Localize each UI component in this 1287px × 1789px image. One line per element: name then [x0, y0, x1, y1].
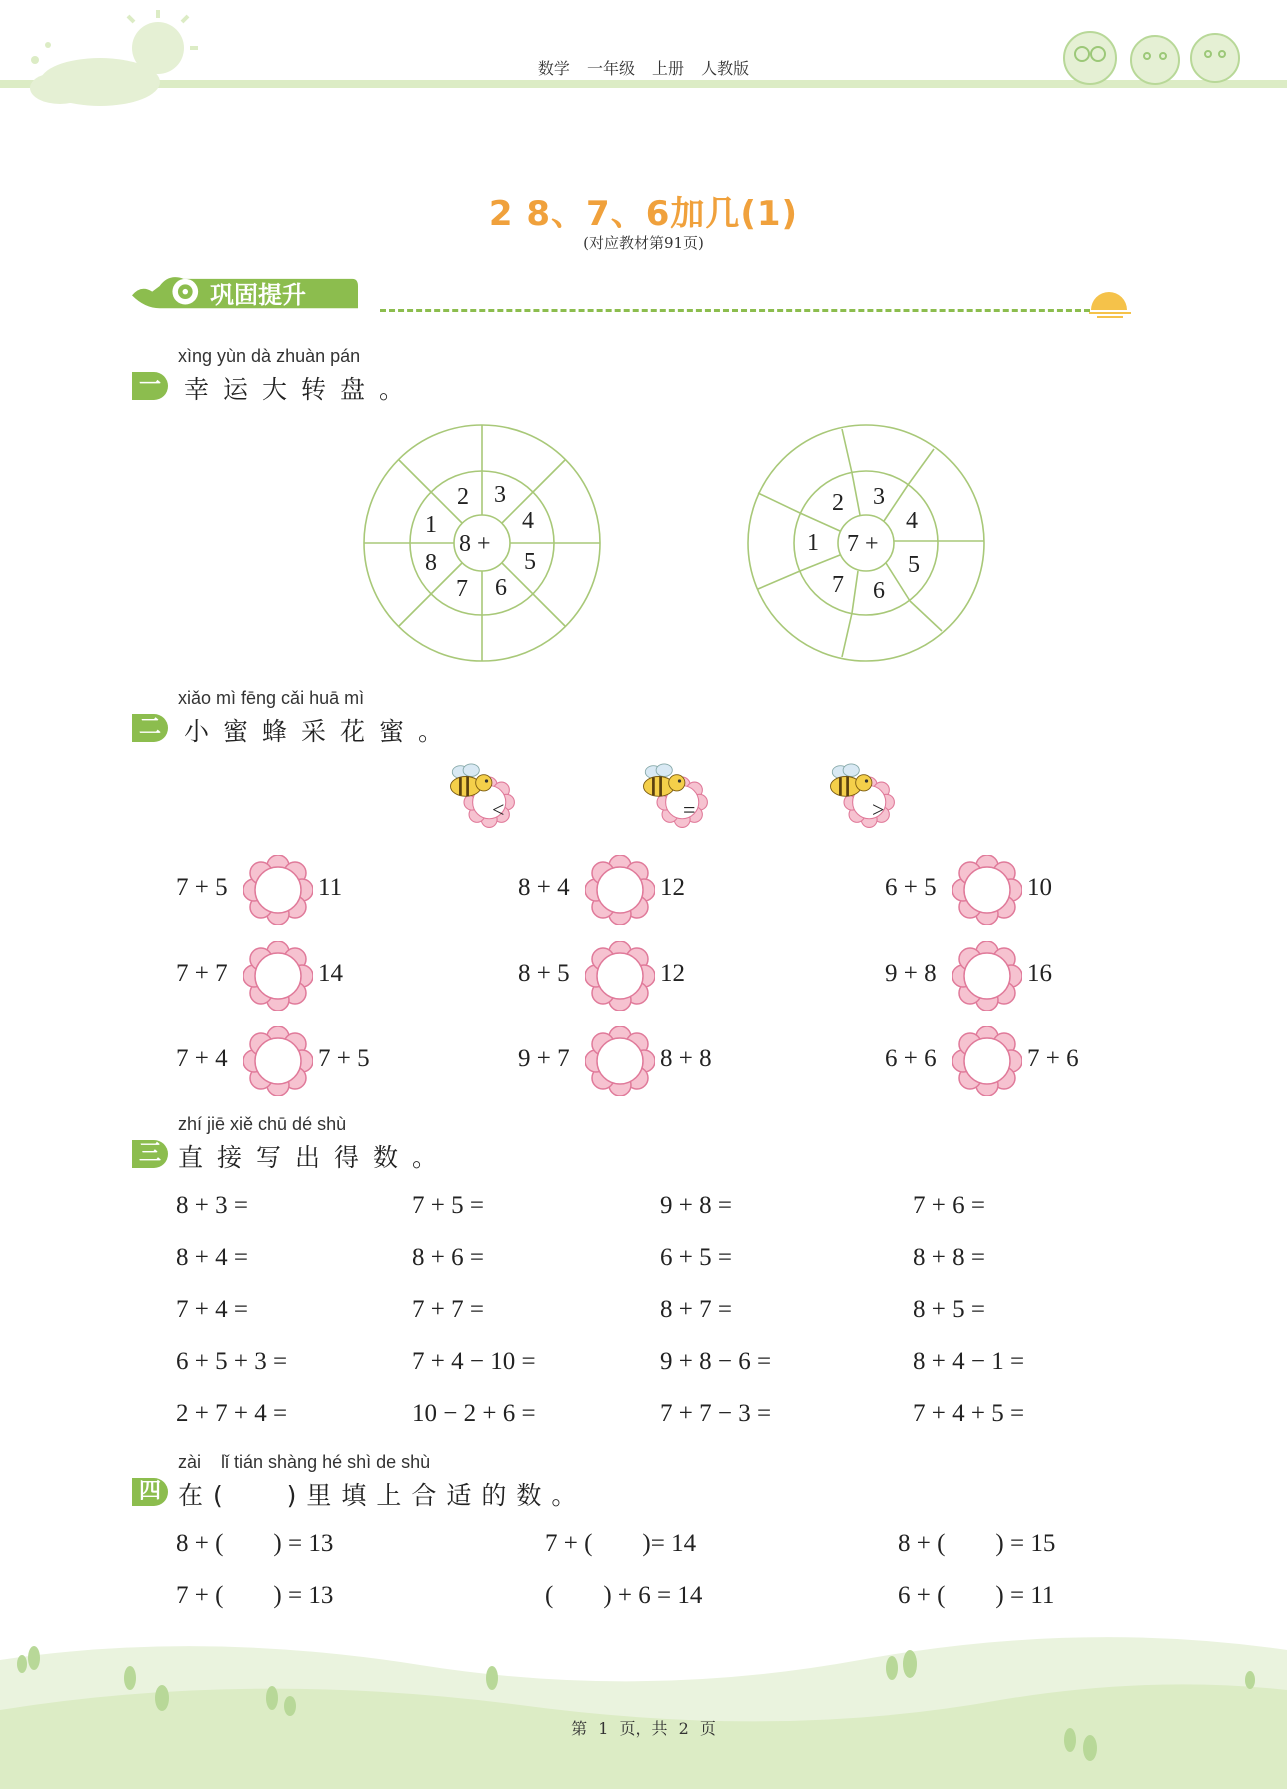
compare-left: 9 + 7	[518, 1045, 570, 1072]
compare-right: 7 + 6	[1027, 1045, 1079, 1072]
wheel1-number: 7	[456, 576, 468, 602]
compare-left: 7 + 7	[176, 960, 228, 987]
compare-flower-blank[interactable]	[952, 1026, 1022, 1096]
section2-badge: 二	[132, 714, 168, 742]
wheel1-center: 8 +	[459, 531, 491, 557]
wheel2-number: 6	[873, 578, 885, 604]
calc-item[interactable]: 7 + 4 =	[176, 1296, 248, 1323]
calc-item[interactable]: 7 + 7 − 3 =	[660, 1400, 772, 1427]
section4-badge: 四	[132, 1478, 168, 1506]
calc-item[interactable]: 7 + 5 =	[412, 1192, 484, 1219]
calc-item[interactable]: 8 + 3 =	[176, 1192, 248, 1219]
bee-symbol: >	[872, 797, 885, 822]
compare-right: 10	[1027, 874, 1052, 901]
wheel1-number: 6	[495, 575, 507, 601]
calc-item[interactable]: 8 + 4 − 1 =	[913, 1348, 1025, 1375]
calc-item[interactable]: 8 + 8 =	[913, 1244, 985, 1271]
calc-item[interactable]: 8 + 6 =	[412, 1244, 484, 1271]
compare-flower-blank[interactable]	[243, 855, 313, 925]
calc-item[interactable]: 10 − 2 + 6 =	[412, 1400, 536, 1427]
sun-cloud-decoration	[0, 0, 220, 110]
calc-item[interactable]: 9 + 8 =	[660, 1192, 732, 1219]
fill-item[interactable]: 7 + ( )= 14	[545, 1530, 697, 1557]
section1-title: 幸运大转盘。	[184, 375, 419, 404]
wheel1-number: 8	[425, 550, 437, 576]
bee-on-flower-less	[446, 763, 536, 843]
wheel2-number: 5	[908, 552, 920, 578]
compare-left: 7 + 5	[176, 874, 228, 901]
wheel1-number: 2	[457, 484, 469, 510]
wheel1-number: 1	[425, 512, 437, 538]
compare-right: 12	[660, 874, 685, 901]
wheel1-number: 3	[494, 482, 506, 508]
calc-item[interactable]: 7 + 4 − 10 =	[412, 1348, 536, 1375]
sunset-icon	[1085, 286, 1135, 322]
fill-item[interactable]: 8 + ( ) = 15	[898, 1530, 1056, 1557]
calc-item[interactable]: 8 + 5 =	[913, 1296, 985, 1323]
compare-right: 7 + 5	[318, 1045, 370, 1072]
section2-pinyin: xiǎo mì fēng cǎi huā mì	[178, 688, 365, 708]
calc-item[interactable]: 6 + 5 =	[660, 1244, 732, 1271]
compare-right: 16	[1027, 960, 1052, 987]
calc-item[interactable]: 7 + 7 =	[412, 1296, 484, 1323]
calc-item[interactable]: 7 + 4 + 5 =	[913, 1400, 1025, 1427]
calc-item[interactable]: 9 + 8 − 6 =	[660, 1348, 772, 1375]
compare-flower-blank[interactable]	[952, 941, 1022, 1011]
wheel1-number: 5	[524, 549, 536, 575]
bee-on-flower-greater	[826, 763, 916, 843]
page-subtitle: (对应教材第91页)	[583, 234, 704, 252]
compare-flower-blank[interactable]	[243, 1026, 313, 1096]
wheel2-number: 3	[873, 484, 885, 510]
wheel2-number: 2	[832, 490, 844, 516]
compare-flower-blank[interactable]	[952, 855, 1022, 925]
compare-left: 9 + 8	[885, 960, 937, 987]
wheel1-number: 4	[522, 508, 534, 534]
section1-pinyin: xìng yùn dà zhuàn pán	[178, 346, 361, 366]
banner-dashed-line	[380, 309, 1090, 312]
wheel2-center: 7 +	[847, 531, 879, 557]
calc-item[interactable]: 8 + 7 =	[660, 1296, 732, 1323]
page-number: 第 1 页，共 2 页	[571, 1719, 716, 1738]
fill-item[interactable]: 7 + ( ) = 13	[176, 1582, 334, 1609]
compare-flower-blank[interactable]	[585, 941, 655, 1011]
fill-item[interactable]: ( ) + 6 = 14	[545, 1582, 703, 1609]
wheel2-number: 4	[906, 508, 918, 534]
compare-right: 12	[660, 960, 685, 987]
fill-item[interactable]: 8 + ( ) = 13	[176, 1530, 334, 1557]
banner-title: 巩固提升	[210, 281, 306, 309]
compare-left: 6 + 6	[885, 1045, 937, 1072]
compare-right: 14	[318, 960, 343, 987]
compare-left: 8 + 5	[518, 960, 570, 987]
calc-item[interactable]: 8 + 4 =	[176, 1244, 248, 1271]
calc-item[interactable]: 7 + 6 =	[913, 1192, 985, 1219]
section1-badge: 一	[132, 372, 168, 400]
section3-badge: 三	[132, 1140, 168, 1168]
page-title: 2 8、7、6加几(1)	[488, 194, 799, 234]
section2-title: 小蜜蜂采花蜜。	[184, 717, 458, 746]
compare-flower-blank[interactable]	[585, 1026, 655, 1096]
wheel2-number: 1	[807, 530, 819, 556]
compare-left: 8 + 4	[518, 874, 570, 901]
section4-pinyin: zài lǐ tián shàng hé shì de shù	[178, 1452, 431, 1472]
bee-symbol: =	[683, 797, 696, 822]
compare-right: 11	[318, 874, 343, 901]
section3-title: 直接写出得数。	[178, 1143, 452, 1172]
compare-left: 6 + 5	[885, 874, 937, 901]
compare-right: 8 + 8	[660, 1045, 712, 1072]
calc-item[interactable]: 6 + 5 + 3 =	[176, 1348, 288, 1375]
compare-left: 7 + 4	[176, 1045, 228, 1072]
calc-item[interactable]: 2 + 7 + 4 =	[176, 1400, 288, 1427]
section4-title: 在( )里填上合适的数。	[178, 1481, 587, 1510]
compare-flower-blank[interactable]	[585, 855, 655, 925]
fill-item[interactable]: 6 + ( ) = 11	[898, 1582, 1055, 1609]
header-text: 数学 一年级 上册 人教版	[537, 59, 750, 78]
section3-pinyin: zhí jiē xiě chū dé shù	[178, 1114, 347, 1134]
hills-decoration	[0, 1620, 1287, 1789]
bee-symbol: <	[492, 797, 505, 822]
compare-flower-blank[interactable]	[243, 941, 313, 1011]
wheel2-number: 7	[832, 572, 844, 598]
